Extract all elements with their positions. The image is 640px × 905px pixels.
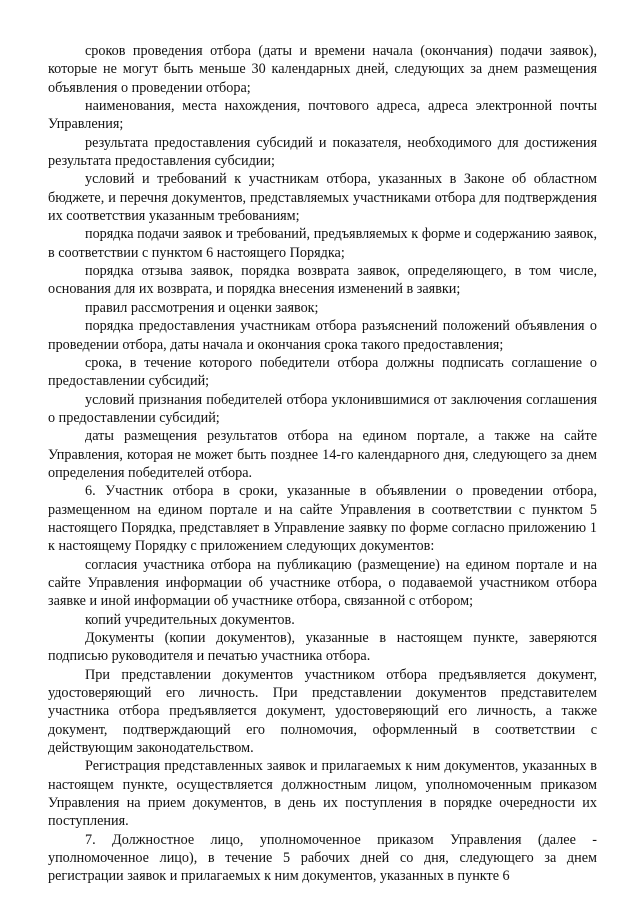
paragraph-charter-copies: копий учредительных документов. <box>85 611 295 628</box>
paragraph-contacts: наименования, места нахождения, почтового адреса, адреса электронной почты Управления; <box>48 98 597 133</box>
paragraph-requirements: условий и требований к участникам отбора, указанных в Законе об областном бюджете, и перечня документов, представляемых участниками отбора для подтверждения их соответствия указанным требованиям; <box>48 171 597 225</box>
document-body <box>48 42 597 886</box>
paragraph-publication-date: даты размещения результатов отбора на едином портале, а также на сайте Управления, которая не может быть позднее 14-го календарного дня, следующего за днем определения победителей отбора. <box>48 428 597 481</box>
paragraph-identity: При представлении документов участником отбора предъявляется документ, удостоверяющий его личность. При представлении документов представителем участника отбора предъявляется документ, удостоверяющий его личность, а также документ, подтверждающий его полномочия, оформленный в соответствии с действующим законодательством. <box>48 666 597 757</box>
paragraph-registration: Регистрация представленных заявок и прилагаемых к ним документов, указанных в настоящем пункте, осуществляется должностным лицом, уполномоченным приказом Управления на прием документов, в день их поступления в порядке очередности их поступления. <box>48 758 597 830</box>
paragraph-evasion: условий признания победителей отбора уклонившимися от заключения соглашения о предоставлении субсидий; <box>48 391 597 426</box>
paragraph-clarifications: порядка предоставления участникам отбора разъяснений положений объявления о проведении отбора, даты начала и окончания срока такого предоставления; <box>48 318 597 353</box>
paragraph-certification: Документы (копии документов), указанные в настоящем пункте, заверяются подписью руководителя и печатью участника отбора. <box>48 630 597 665</box>
paragraph-deadlines: сроков проведения отбора (даты и времени начала (окончания) подачи заявок), которые не могут быть меньше 30 календарных дней, следующих за днем размещения объявления о проведении отбора; <box>48 43 597 96</box>
paragraph-section-7: 7. Должностное лицо, уполномоченное приказом Управления (далее - уполномоченное лицо), в течение 5 рабочих дней со дня, следующего за днем регистрации заявок и прилагаемых к ним документов, указанных в пункте 6 <box>48 831 597 885</box>
paragraph-application-procedure: порядка подачи заявок и требований, предъявляемых к форме и содержанию заявок, в соответствии с пунктом 6 настоящего Порядка; <box>48 226 597 261</box>
paragraph-consent: согласия участника отбора на публикацию (размещение) на едином портале и на сайте Управления информации об участнике отбора, о подаваемой участником отбора заявке и иной информации об участнике отбора, связанной с отбором; <box>48 556 597 610</box>
paragraph-withdrawal: порядка отзыва заявок, порядка возврата заявок, определяющего, в том числе, основания для их возврата, и порядка внесения изменений в заявки; <box>48 263 597 298</box>
paragraph-agreement-term: срока, в течение которого победители отбора должны подписать соглашение о предоставлении субсидий; <box>48 354 597 390</box>
paragraph-section-6: 6. Участник отбора в сроки, указанные в объявлении о проведении отбора, размещенном на едином портале и на сайте Управления в соответствии с пунктом 5 настоящего Порядка, представляет в Управление заявку по форме согласно приложению 1 к настоящему Порядку с приложением следующих документов: <box>48 483 597 555</box>
paragraph-evaluation-rules: правил рассмотрения и оценки заявок; <box>85 299 319 316</box>
paragraph-results: результата предоставления субсидий и показателя, необходимого для достижения результата предоставления субсидии; <box>48 134 597 170</box>
